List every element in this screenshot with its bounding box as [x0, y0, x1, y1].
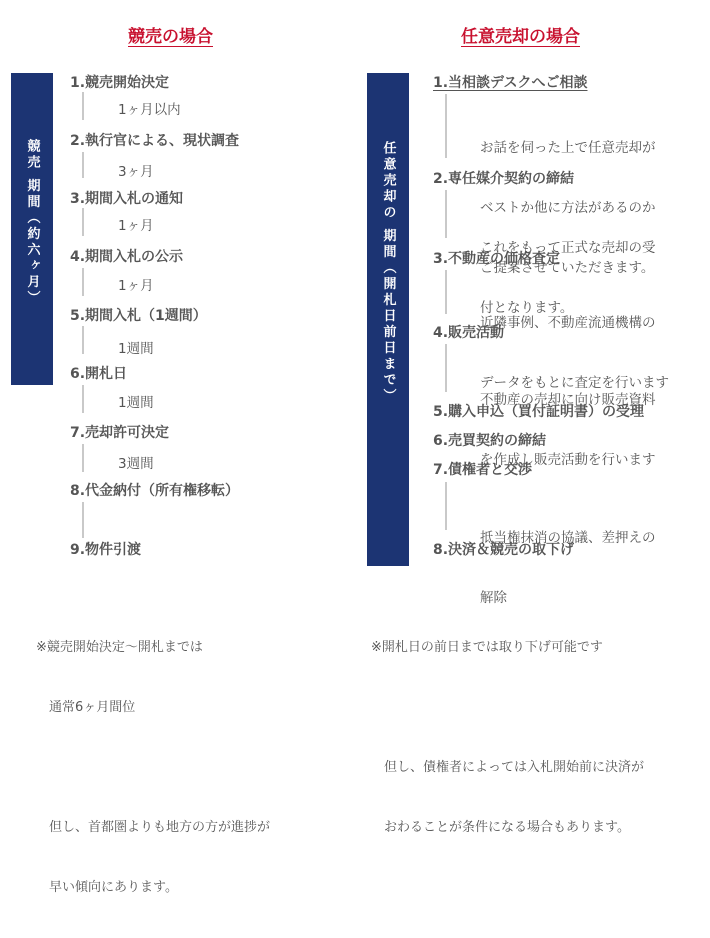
- voluntary-note-line-1: ※開札日の前日までは取り下げ可能です: [371, 640, 603, 655]
- auction-connector-6: [82, 385, 84, 413]
- voluntary-connector-4: [445, 344, 447, 392]
- auction-duration-1: 1ヶ月以内: [118, 102, 181, 118]
- voluntary-step-3: 3.不動産の価格査定: [433, 251, 561, 267]
- voluntary-step-8: 8.決済＆競売の取下げ: [433, 542, 575, 558]
- voluntary-desc-1-line-1: お話を伺った上で任意売却が: [480, 140, 656, 156]
- voluntary-step-4: 4.販売活動: [433, 325, 505, 341]
- auction-duration-4: 1ヶ月: [118, 278, 154, 294]
- voluntary-sale-period-label: 任意売却の 期間（開札日前日まで）: [380, 141, 396, 405]
- auction-connector-1: [82, 92, 84, 120]
- voluntary-step-1[interactable]: [433, 72, 588, 92]
- auction-period-label: 競売 期間（約六ヶ月）: [24, 139, 40, 307]
- voluntary-desc-4-line-2: を作成し販売活動を行います: [480, 452, 656, 468]
- auction-step-9: 9.物件引渡: [70, 542, 142, 558]
- voluntary-step-2: 2.専任媒介契約の締結: [433, 171, 575, 187]
- auction-duration-5: 1週間: [118, 341, 154, 357]
- auction-step-6: 6.開札日: [70, 366, 128, 382]
- auction-title: 競売の場合: [128, 27, 213, 47]
- auction-duration-7: 3週間: [118, 456, 154, 472]
- voluntary-connector-7: [445, 482, 447, 530]
- voluntary-desc-3-line-1: 近隣事例、不動産流通機構の: [480, 315, 656, 331]
- voluntary-step-5: 5.購入申込（買付証明書）の受理: [433, 404, 645, 420]
- voluntary-note-spacer: [371, 698, 644, 718]
- auction-step-2: 2.執行官による、現状調査: [70, 133, 240, 149]
- voluntary-step-7: 7.債権者と交渉: [433, 462, 533, 478]
- auction-step-3: 3.期間入札の通知: [70, 191, 184, 207]
- voluntary-sale-note: [371, 598, 644, 878]
- voluntary-desc-1-line-2: ベストか他に方法があるのか: [480, 200, 656, 216]
- auction-connector-8: [82, 502, 84, 538]
- auction-note: [36, 598, 270, 938]
- voluntary-desc-2-line-2: 付となります。: [480, 300, 574, 316]
- voluntary-desc-3-line-2: データをもとに査定を行います: [480, 375, 669, 391]
- voluntary-sale-title: 任意売却の場合: [461, 27, 580, 47]
- auction-connector-7: [82, 444, 84, 472]
- auction-step-7: 7.売却許可決定: [70, 425, 170, 441]
- voluntary-desc-7-line-2: 解除: [480, 590, 507, 606]
- consultation-desk-link[interactable]: 1.当相談デスクへご相談: [433, 75, 588, 91]
- auction-note-line-5: 早い傾向にあります。: [36, 880, 178, 895]
- auction-note-line-2: 通常6ヶ月間位: [36, 700, 136, 715]
- auction-duration-6: 1週間: [118, 395, 154, 411]
- auction-step-5: 5.期間入札（1週間）: [70, 308, 207, 324]
- voluntary-step-6: 6.売買契約の締結: [433, 433, 547, 449]
- voluntary-connector-1: [445, 94, 447, 158]
- auction-note-line-1: ※競売開始決定〜開札までは: [36, 640, 203, 655]
- auction-step-8: 8.代金納付（所有権移転）: [70, 483, 240, 499]
- auction-connector-4: [82, 268, 84, 296]
- auction-duration-2: 3ヶ月: [118, 164, 154, 180]
- auction-period-bar: [11, 73, 53, 385]
- voluntary-desc-2-line-1: これをもって正式な売却の受: [480, 240, 656, 256]
- voluntary-desc-4-line-1: 不動産の売却に向け販売資料: [480, 392, 656, 408]
- auction-note-line-4: 但し、首都圏よりも地方の方が進捗が: [36, 820, 271, 835]
- auction-connector-2: [82, 152, 84, 178]
- voluntary-desc-1-line-3: ご提案させていただきます。: [480, 260, 655, 276]
- voluntary-connector-3: [445, 270, 447, 314]
- auction-step-4: 4.期間入札の公示: [70, 249, 184, 265]
- auction-connector-3: [82, 208, 84, 236]
- voluntary-desc-7-line-1: 抵当権抹消の協議、差押えの: [480, 530, 656, 546]
- auction-duration-3: 1ヶ月: [118, 218, 154, 234]
- voluntary-connector-2: [445, 190, 447, 238]
- voluntary-note-line-4: おわることが条件になる場合もあります。: [371, 820, 630, 835]
- auction-step-1: 1.競売開始決定: [70, 75, 170, 91]
- auction-note-spacer: [36, 758, 270, 778]
- auction-connector-5: [82, 326, 84, 354]
- voluntary-sale-period-bar: [367, 73, 409, 566]
- voluntary-note-line-3: 但し、債権者によっては入札開始前に決済が: [371, 760, 645, 775]
